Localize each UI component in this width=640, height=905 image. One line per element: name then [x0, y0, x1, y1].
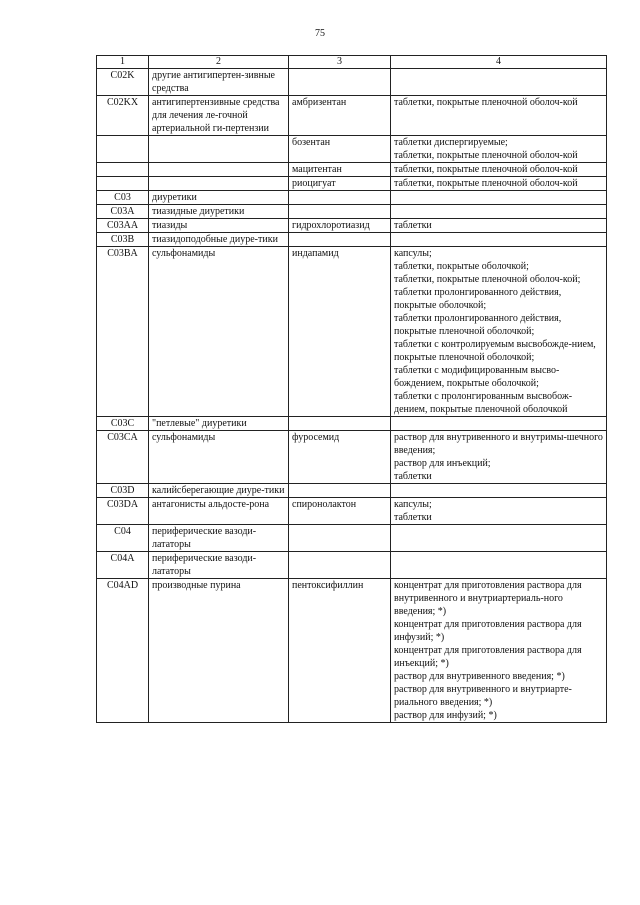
drug-group-cell: сульфонамиды: [149, 247, 289, 417]
drug-name-cell: фуросемид: [289, 431, 391, 484]
dosage-forms-cell: [391, 205, 607, 219]
table-row: [97, 525, 607, 552]
table-row: [97, 219, 607, 233]
table-row: [97, 484, 607, 498]
dosage-form-line: раствор для внутривенного введения; *): [394, 671, 565, 682]
dosage-forms-cell: [391, 552, 607, 579]
drug-name-cell: [289, 552, 391, 579]
dosage-form-line: капсулы;: [394, 499, 432, 510]
page-number: 75: [315, 28, 325, 39]
atc-code-cell: C03A: [97, 205, 149, 219]
drug-name-cell: [289, 205, 391, 219]
dosage-forms-cell: [391, 431, 607, 484]
column-header-4: 4: [391, 56, 607, 69]
dosage-form-line: таблетки, покрытые пленочной оболоч-кой: [394, 178, 578, 189]
dosage-form-line: таблетки с пролонгированным высвобож-дением, покрытые пленочной оболочкой: [394, 391, 573, 415]
dosage-form-line: таблетки, покрытые пленочной оболоч-кой: [394, 150, 578, 161]
dosage-forms-cell: [391, 233, 607, 247]
drug-name-cell: [289, 417, 391, 431]
table-row: [97, 205, 607, 219]
dosage-form-line: концентрат для приготовления раствора для внутривенного и внутриартериаль-ного введения; *): [394, 580, 585, 617]
dosage-forms-cell: [391, 484, 607, 498]
dosage-form-line: таблетки, покрытые пленочной оболоч-кой: [394, 97, 578, 108]
dosage-form-line: таблетки, покрытые пленочной оболоч-кой: [394, 164, 578, 175]
dosage-form-line: капсулы;: [394, 248, 432, 259]
drug-name-cell: гидрохлоротиазид: [289, 219, 391, 233]
dosage-form-line: концентрат для приготовления раствора для инъекций; *): [394, 645, 585, 669]
dosage-form-line: таблетки, покрытые оболочкой;: [394, 261, 529, 272]
drug-group-cell: периферические вазоди-лататоры: [149, 552, 289, 579]
atc-code-cell: [97, 136, 149, 163]
drug-name-cell: пентоксифиллин: [289, 579, 391, 723]
table-row: [97, 177, 607, 191]
dosage-forms-cell: [391, 177, 607, 191]
table-row: [97, 498, 607, 525]
column-header-3: 3: [289, 56, 391, 69]
dosage-forms-cell: [391, 163, 607, 177]
atc-code-cell: [97, 177, 149, 191]
dosage-form-line: раствор для внутривенного и внутриарте-риального введения; *): [394, 684, 572, 708]
table-row: [97, 417, 607, 431]
dosage-forms-cell: [391, 498, 607, 525]
dosage-forms-cell: [391, 525, 607, 552]
dosage-form-line: таблетки с контролируемым высвобожде-нием, покрытые пленочной оболочкой;: [394, 339, 599, 363]
drug-group-cell: калийсберегающие диуре-тики: [149, 484, 289, 498]
drug-group-cell: [149, 136, 289, 163]
drug-name-cell: [289, 69, 391, 96]
table-row: [97, 136, 607, 163]
atc-code-cell: [97, 163, 149, 177]
table-row: [97, 579, 607, 723]
column-header-1: 1: [97, 56, 149, 69]
atc-code-cell: C02KX: [97, 96, 149, 136]
table-row: [97, 163, 607, 177]
drug-group-cell: антигипертензивные средства для лечения ле-гочной артериальной ги-пертензии: [149, 96, 289, 136]
drug-group-cell: тиазидоподобные диуре-тики: [149, 233, 289, 247]
drug-name-cell: [289, 484, 391, 498]
dosage-form-line: таблетки: [394, 471, 432, 482]
dosage-forms-cell: [391, 247, 607, 417]
dosage-form-line: концентрат для приготовления раствора для инфузий; *): [394, 619, 585, 643]
atc-code-cell: C03DA: [97, 498, 149, 525]
column-header-2: 2: [149, 56, 289, 69]
drug-group-cell: антагонисты альдосте-рона: [149, 498, 289, 525]
dosage-form-line: таблетки, покрытые пленочной оболоч-кой;: [394, 274, 581, 285]
dosage-forms-cell: [391, 417, 607, 431]
drug-group-cell: тиазидные диуретики: [149, 205, 289, 219]
drug-group-cell: [149, 163, 289, 177]
dosage-form-line: раствор для инъекций;: [394, 458, 491, 469]
drug-name-cell: мацитентан: [289, 163, 391, 177]
table-row: [97, 431, 607, 484]
drug-group-cell: диуретики: [149, 191, 289, 205]
drug-name-cell: [289, 525, 391, 552]
dosage-form-line: таблетки диспергируемые;: [394, 137, 508, 148]
table-row: [97, 69, 607, 96]
atc-code-cell: C03: [97, 191, 149, 205]
dosage-forms-cell: [391, 136, 607, 163]
atc-code-cell: C03B: [97, 233, 149, 247]
atc-code-cell: C03AA: [97, 219, 149, 233]
drug-name-cell: [289, 191, 391, 205]
atc-code-cell: C04AD: [97, 579, 149, 723]
atc-code-cell: C04: [97, 525, 149, 552]
atc-code-cell: C03D: [97, 484, 149, 498]
drug-group-cell: сульфонамиды: [149, 431, 289, 484]
drug-name-cell: риоцигуат: [289, 177, 391, 191]
table-row: [97, 247, 607, 417]
table-row: [97, 233, 607, 247]
dosage-form-line: раствор для внутривенного и внутримы-шечного введения;: [394, 432, 606, 456]
drug-group-cell: "петлевые" диуретики: [149, 417, 289, 431]
table-header-row: [97, 56, 607, 69]
dosage-form-line: таблетки: [394, 220, 432, 231]
drug-group-cell: другие антигипертен-зивные средства: [149, 69, 289, 96]
drug-group-cell: периферические вазоди-лататоры: [149, 525, 289, 552]
drug-name-cell: спиронолактон: [289, 498, 391, 525]
drug-group-cell: [149, 177, 289, 191]
table-row: [97, 191, 607, 205]
atc-code-cell: C03CA: [97, 431, 149, 484]
drug-table: [96, 55, 607, 723]
table-body: [97, 69, 607, 723]
table-row: [97, 552, 607, 579]
table-row: [97, 96, 607, 136]
atc-code-cell: C04A: [97, 552, 149, 579]
dosage-forms-cell: [391, 579, 607, 723]
atc-code-cell: C03BA: [97, 247, 149, 417]
drug-name-cell: амбризентан: [289, 96, 391, 136]
atc-code-cell: C02K: [97, 69, 149, 96]
dosage-form-line: таблетки пролонгированного действия, покрытые оболочкой;: [394, 287, 564, 311]
drug-group-cell: тиазиды: [149, 219, 289, 233]
dosage-forms-cell: [391, 191, 607, 205]
drug-name-cell: бозентан: [289, 136, 391, 163]
dosage-forms-cell: [391, 69, 607, 96]
drug-group-cell: производные пурина: [149, 579, 289, 723]
dosage-forms-cell: [391, 219, 607, 233]
dosage-form-line: таблетки: [394, 512, 432, 523]
drug-name-cell: [289, 233, 391, 247]
drug-name-cell: индапамид: [289, 247, 391, 417]
dosage-form-line: раствор для инфузий; *): [394, 710, 497, 721]
dosage-form-line: таблетки пролонгированного действия, покрытые пленочной оболочкой;: [394, 313, 564, 337]
dosage-forms-cell: [391, 96, 607, 136]
atc-code-cell: C03C: [97, 417, 149, 431]
dosage-form-line: таблетки с модифицированным высво-бождением, покрытые оболочкой;: [394, 365, 560, 389]
